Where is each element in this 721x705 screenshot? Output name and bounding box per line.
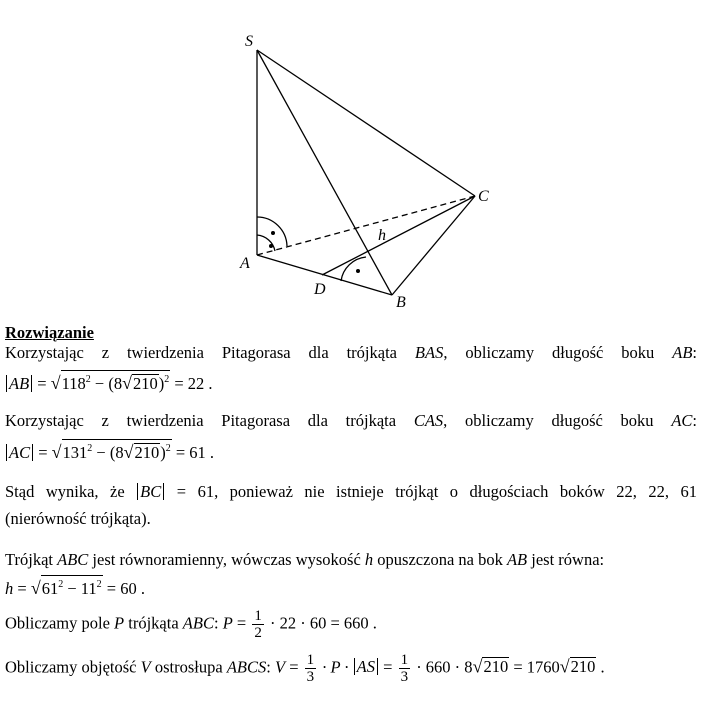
formula-area: Obliczamy pole P trójkąta ABC: P = $\frac{1}{2}$ · 22 · 60 = 660 . [5, 608, 377, 641]
label-d: D [314, 281, 326, 298]
label-c: C [478, 188, 489, 205]
formula-h: $h = √61^2 - 11^2 = 60$ . [5, 575, 145, 599]
formula-ac: AC = $√131^2 - (8√210)^2 = 61$ . [5, 439, 214, 463]
line-bc: Stąd wynika, że BC = 61, ponieważ nie istnieje trójkąt o długościach boków 22, 22, 61 [5, 482, 697, 501]
solution-heading: Rozwiązanie [5, 323, 94, 342]
label-h: h [378, 227, 386, 244]
formula-volume: Obliczamy objętość V ostrosłupa ABCS: V = $\frac{1}{3}$ · P · AS = $\frac{1}{3}$ · 660 · 8√210 = 1760√210 . [5, 652, 605, 685]
angle-dot-2 [269, 244, 273, 248]
line-ac-intro: Korzystając z twierdzenia Pitagorasa dla trójkąta CAS, obliczamy długość boku AC: [5, 411, 697, 430]
right-angle-arc-inner [257, 235, 275, 251]
angle-dot-1 [271, 231, 275, 235]
pyramid-figure [0, 0, 721, 320]
label-a: A [240, 255, 250, 272]
edge-sb [257, 50, 392, 295]
label-s: S [245, 33, 253, 50]
edge-sc [257, 50, 475, 196]
height-cd [322, 196, 475, 275]
edge-ac-hidden [257, 196, 475, 255]
right-angle-arc-d [341, 257, 366, 281]
edge-bc [392, 196, 475, 295]
line-isosceles: Trójkąt ABC jest równoramienny, wówczas wysokość h opuszczona na bok AB jest równa: [5, 550, 605, 569]
angle-dot-d [356, 269, 360, 273]
label-b: B [396, 294, 406, 311]
line-triangle-inequality: (nierówność trójkąta). [5, 509, 151, 528]
formula-ab: AB = $√118^2 - (8√210)^2 = 22$ . [5, 370, 213, 394]
line-ab-intro: Korzystając z twierdzenia Pitagorasa dla trójkąta BAS, obliczamy długość boku AB: [5, 343, 697, 362]
